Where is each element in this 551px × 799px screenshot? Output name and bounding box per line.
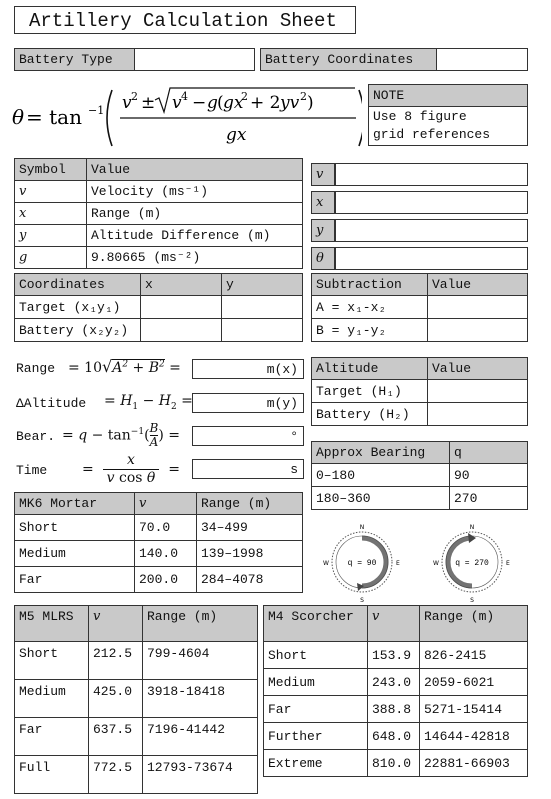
approx-bearing-header: Approx Bearing — [312, 442, 450, 464]
time-label: Time — [16, 463, 48, 478]
coord-y-header: y — [222, 274, 303, 296]
theta-formula-graphic — [12, 82, 362, 152]
target-altitude-field[interactable] — [428, 380, 528, 403]
note-line-2: grid references — [373, 127, 491, 142]
svg-text:2: 2 — [131, 90, 138, 103]
m4-row-label: Medium — [264, 669, 368, 696]
coordinates-header: Coordinates — [15, 274, 141, 296]
input-field-y[interactable] — [335, 219, 528, 242]
m4-row-label: Short — [264, 642, 368, 669]
m5-row-label: Medium — [15, 680, 89, 718]
m4-v-cell: 153.9 — [368, 642, 420, 669]
svg-text:−: − — [192, 93, 207, 113]
m4-v-cell: 388.8 — [368, 696, 420, 723]
m5-mlrs-table — [14, 605, 258, 794]
value-cell: Range (m) — [87, 203, 303, 225]
m4-range-cell: 2059-6021 — [420, 669, 528, 696]
mk6-row-label: Short — [15, 515, 135, 541]
range-label: Range — [16, 361, 56, 376]
symbol-cell: x — [15, 203, 87, 225]
compass-arrow-icon — [468, 533, 476, 543]
svg-text:4: 4 — [181, 90, 188, 103]
m4-row-label: Further — [264, 723, 368, 750]
target-coord-label: Target (x₁y₁) — [15, 296, 141, 319]
battery-y-field[interactable] — [222, 319, 303, 342]
m4-range-cell: 22881-66903 — [420, 750, 528, 777]
battery-coord-label: Battery (x₂y₂) — [15, 319, 141, 342]
compass-right-label: q = 270 — [455, 559, 489, 568]
svg-text:v: v — [172, 93, 182, 113]
target-altitude-label: Target (H₁) — [312, 380, 428, 403]
altitude-value-header: Value — [428, 358, 528, 380]
q-value-cell: 270 — [450, 487, 528, 510]
svg-text:(: ( — [217, 93, 224, 113]
svg-text:2: 2 — [300, 90, 307, 103]
q-value-cell: 90 — [450, 464, 528, 487]
calculation-block — [14, 356, 304, 490]
compass-left — [323, 524, 400, 604]
note-line-1: Use 8 figure — [373, 109, 467, 124]
m5-v-header: v — [89, 606, 143, 642]
bearing-result-field[interactable] — [192, 426, 304, 446]
m4-v-cell: 810.0 — [368, 750, 420, 777]
battery-coords-table — [260, 48, 528, 71]
altitude-diff-label: ΔAltitude — [16, 396, 87, 411]
compass-left-w: W — [323, 560, 329, 567]
subtraction-header: Subtraction — [312, 274, 428, 296]
bearing-label: Bear. — [16, 429, 56, 444]
value-cell: Velocity (ms⁻¹) — [87, 181, 303, 203]
m5-range-cell: 3918-18418 — [143, 680, 258, 718]
subtraction-a-label: A = x₁-x₂ — [312, 296, 428, 319]
m4-v-header: v — [368, 606, 420, 642]
value-cell: 9.80665 (ms⁻²) — [87, 247, 303, 269]
input-field-theta[interactable] — [335, 247, 528, 270]
input-label-y: y — [311, 219, 335, 242]
bearing-range-cell: 0–180 — [312, 464, 450, 487]
time-result-field[interactable] — [192, 459, 304, 479]
compass-left-label: q = 90 — [347, 559, 377, 568]
range-unit: m(x) — [266, 362, 298, 377]
mk6-v-cell: 200.0 — [135, 567, 197, 593]
compass-left-s: S — [360, 597, 364, 604]
subtraction-value-header: Value — [428, 274, 528, 296]
m4-range-cell: 5271-15414 — [420, 696, 528, 723]
battery-type-label: Battery Type — [15, 49, 135, 71]
theta-formula — [12, 82, 362, 152]
target-x-field[interactable] — [141, 296, 222, 319]
input-fields-table — [311, 158, 528, 275]
mk6-row-label: Medium — [15, 541, 135, 567]
bearing-range-cell: 180–360 — [312, 487, 450, 510]
symbol-cell: y — [15, 225, 87, 247]
m5-range-cell: 7196-41442 — [143, 718, 258, 756]
altitude-table — [311, 357, 528, 426]
svg-text:= tan: = tan — [26, 105, 82, 129]
mk6-v-cell: 140.0 — [135, 541, 197, 567]
input-field-x[interactable] — [335, 191, 528, 214]
svg-text:θ: θ — [12, 105, 25, 129]
mk6-mortar-table — [14, 492, 303, 593]
altitude-header: Altitude — [312, 358, 428, 380]
m4-scorcher-table — [263, 605, 528, 777]
bearing-unit: ° — [290, 429, 298, 444]
mk6-row-label: Far — [15, 567, 135, 593]
svg-text:±: ± — [141, 93, 156, 113]
compass-left-e: E — [396, 560, 400, 567]
note-table — [368, 84, 528, 146]
svg-text:gx: gx — [223, 93, 244, 113]
m4-range-cell: 14644-42818 — [420, 723, 528, 750]
m5-v-cell: 425.0 — [89, 680, 143, 718]
m5-row-label: Full — [15, 756, 89, 794]
battery-type-field[interactable] — [135, 49, 255, 71]
m5-header: M5 MLRS — [15, 606, 89, 642]
time-formula: = $\frac{x}{\text{v cos θ}}$ = — [82, 452, 180, 486]
compass-right-s: S — [470, 597, 474, 604]
battery-coords-field[interactable] — [437, 49, 528, 71]
bearing-formula: = $q - \tan^{-1}(\frac{B}{A}$ ) = — [62, 421, 181, 449]
subtraction-b-label: B = y₁-y₂ — [312, 319, 428, 342]
compass-right-n: N — [469, 524, 475, 531]
approx-bearing-table — [311, 441, 528, 510]
value-header: Value — [87, 159, 303, 181]
value-cell: Altitude Difference (m) — [87, 225, 303, 247]
battery-altitude-field[interactable] — [428, 403, 528, 426]
mk6-range-header: Range (m) — [197, 493, 303, 515]
input-label-x: x — [311, 191, 335, 214]
range-formula: = $10√A^2 + B^2$ = — [68, 357, 181, 376]
time-unit: s — [290, 462, 298, 477]
mk6-range-cell: 139–1998 — [197, 541, 303, 567]
battery-altitude-label: Battery (H₂) — [312, 403, 428, 426]
sheet-title: Artillery Calculation Sheet — [14, 6, 356, 34]
symbol-cell: g — [15, 247, 87, 269]
svg-text:v: v — [122, 93, 132, 113]
m4-row-label: Far — [264, 696, 368, 723]
subtraction-b-field[interactable] — [428, 319, 528, 342]
coordinates-table — [14, 273, 303, 342]
input-field-v[interactable] — [335, 163, 528, 186]
note-body — [369, 107, 528, 146]
mk6-range-cell: 34–499 — [197, 515, 303, 541]
note-header: NOTE — [369, 85, 528, 107]
subtraction-table — [311, 273, 528, 342]
altitude-result-field[interactable] — [192, 393, 304, 413]
altitude-formula: = $H_1 - H_2$ = — [104, 393, 193, 412]
altitude-unit: m(y) — [266, 396, 298, 411]
symbol-table — [14, 158, 303, 269]
compass-diagrams — [318, 520, 528, 604]
symbol-cell: v — [15, 181, 87, 203]
m4-range-header: Range (m) — [420, 606, 528, 642]
compass-right-w: W — [433, 560, 439, 567]
compass-left-n: N — [359, 524, 365, 531]
svg-text:+ 2: + 2 — [250, 93, 281, 113]
coord-x-header: x — [141, 274, 222, 296]
m4-row-label: Extreme — [264, 750, 368, 777]
m5-range-cell: 12793-73674 — [143, 756, 258, 794]
mk6-v-header: v — [135, 493, 197, 515]
range-result-field[interactable] — [192, 359, 304, 379]
compass-right-e: E — [506, 560, 510, 567]
m5-range-header: Range (m) — [143, 606, 258, 642]
subtraction-a-field[interactable] — [428, 296, 528, 319]
m5-row-label: Far — [15, 718, 89, 756]
symbol-header: Symbol — [15, 159, 87, 181]
target-y-field[interactable] — [222, 296, 303, 319]
mk6-range-cell: 284–4078 — [197, 567, 303, 593]
battery-type-table — [14, 48, 255, 71]
svg-text:yv: yv — [280, 93, 300, 113]
svg-text:g: g — [207, 93, 218, 113]
m4-range-cell: 826-2415 — [420, 642, 528, 669]
input-label-theta: θ — [311, 247, 335, 270]
m5-row-label: Short — [15, 642, 89, 680]
compass-right — [433, 524, 510, 604]
m4-v-cell: 648.0 — [368, 723, 420, 750]
m5-range-cell: 799-4604 — [143, 642, 258, 680]
q-header: q — [450, 442, 528, 464]
svg-text:2: 2 — [241, 90, 248, 103]
svg-text:gx: gx — [226, 125, 247, 145]
mk6-header: MK6 Mortar — [15, 493, 135, 515]
m5-v-cell: 772.5 — [89, 756, 143, 794]
input-label-v: v — [311, 163, 335, 186]
battery-coords-label: Battery Coordinates — [261, 49, 437, 71]
battery-x-field[interactable] — [141, 319, 222, 342]
svg-text:): ) — [307, 93, 314, 113]
svg-text:−1: −1 — [88, 104, 105, 117]
m4-v-cell: 243.0 — [368, 669, 420, 696]
m5-v-cell: 637.5 — [89, 718, 143, 756]
mk6-v-cell: 70.0 — [135, 515, 197, 541]
m4-header: M4 Scorcher — [264, 606, 368, 642]
m5-v-cell: 212.5 — [89, 642, 143, 680]
